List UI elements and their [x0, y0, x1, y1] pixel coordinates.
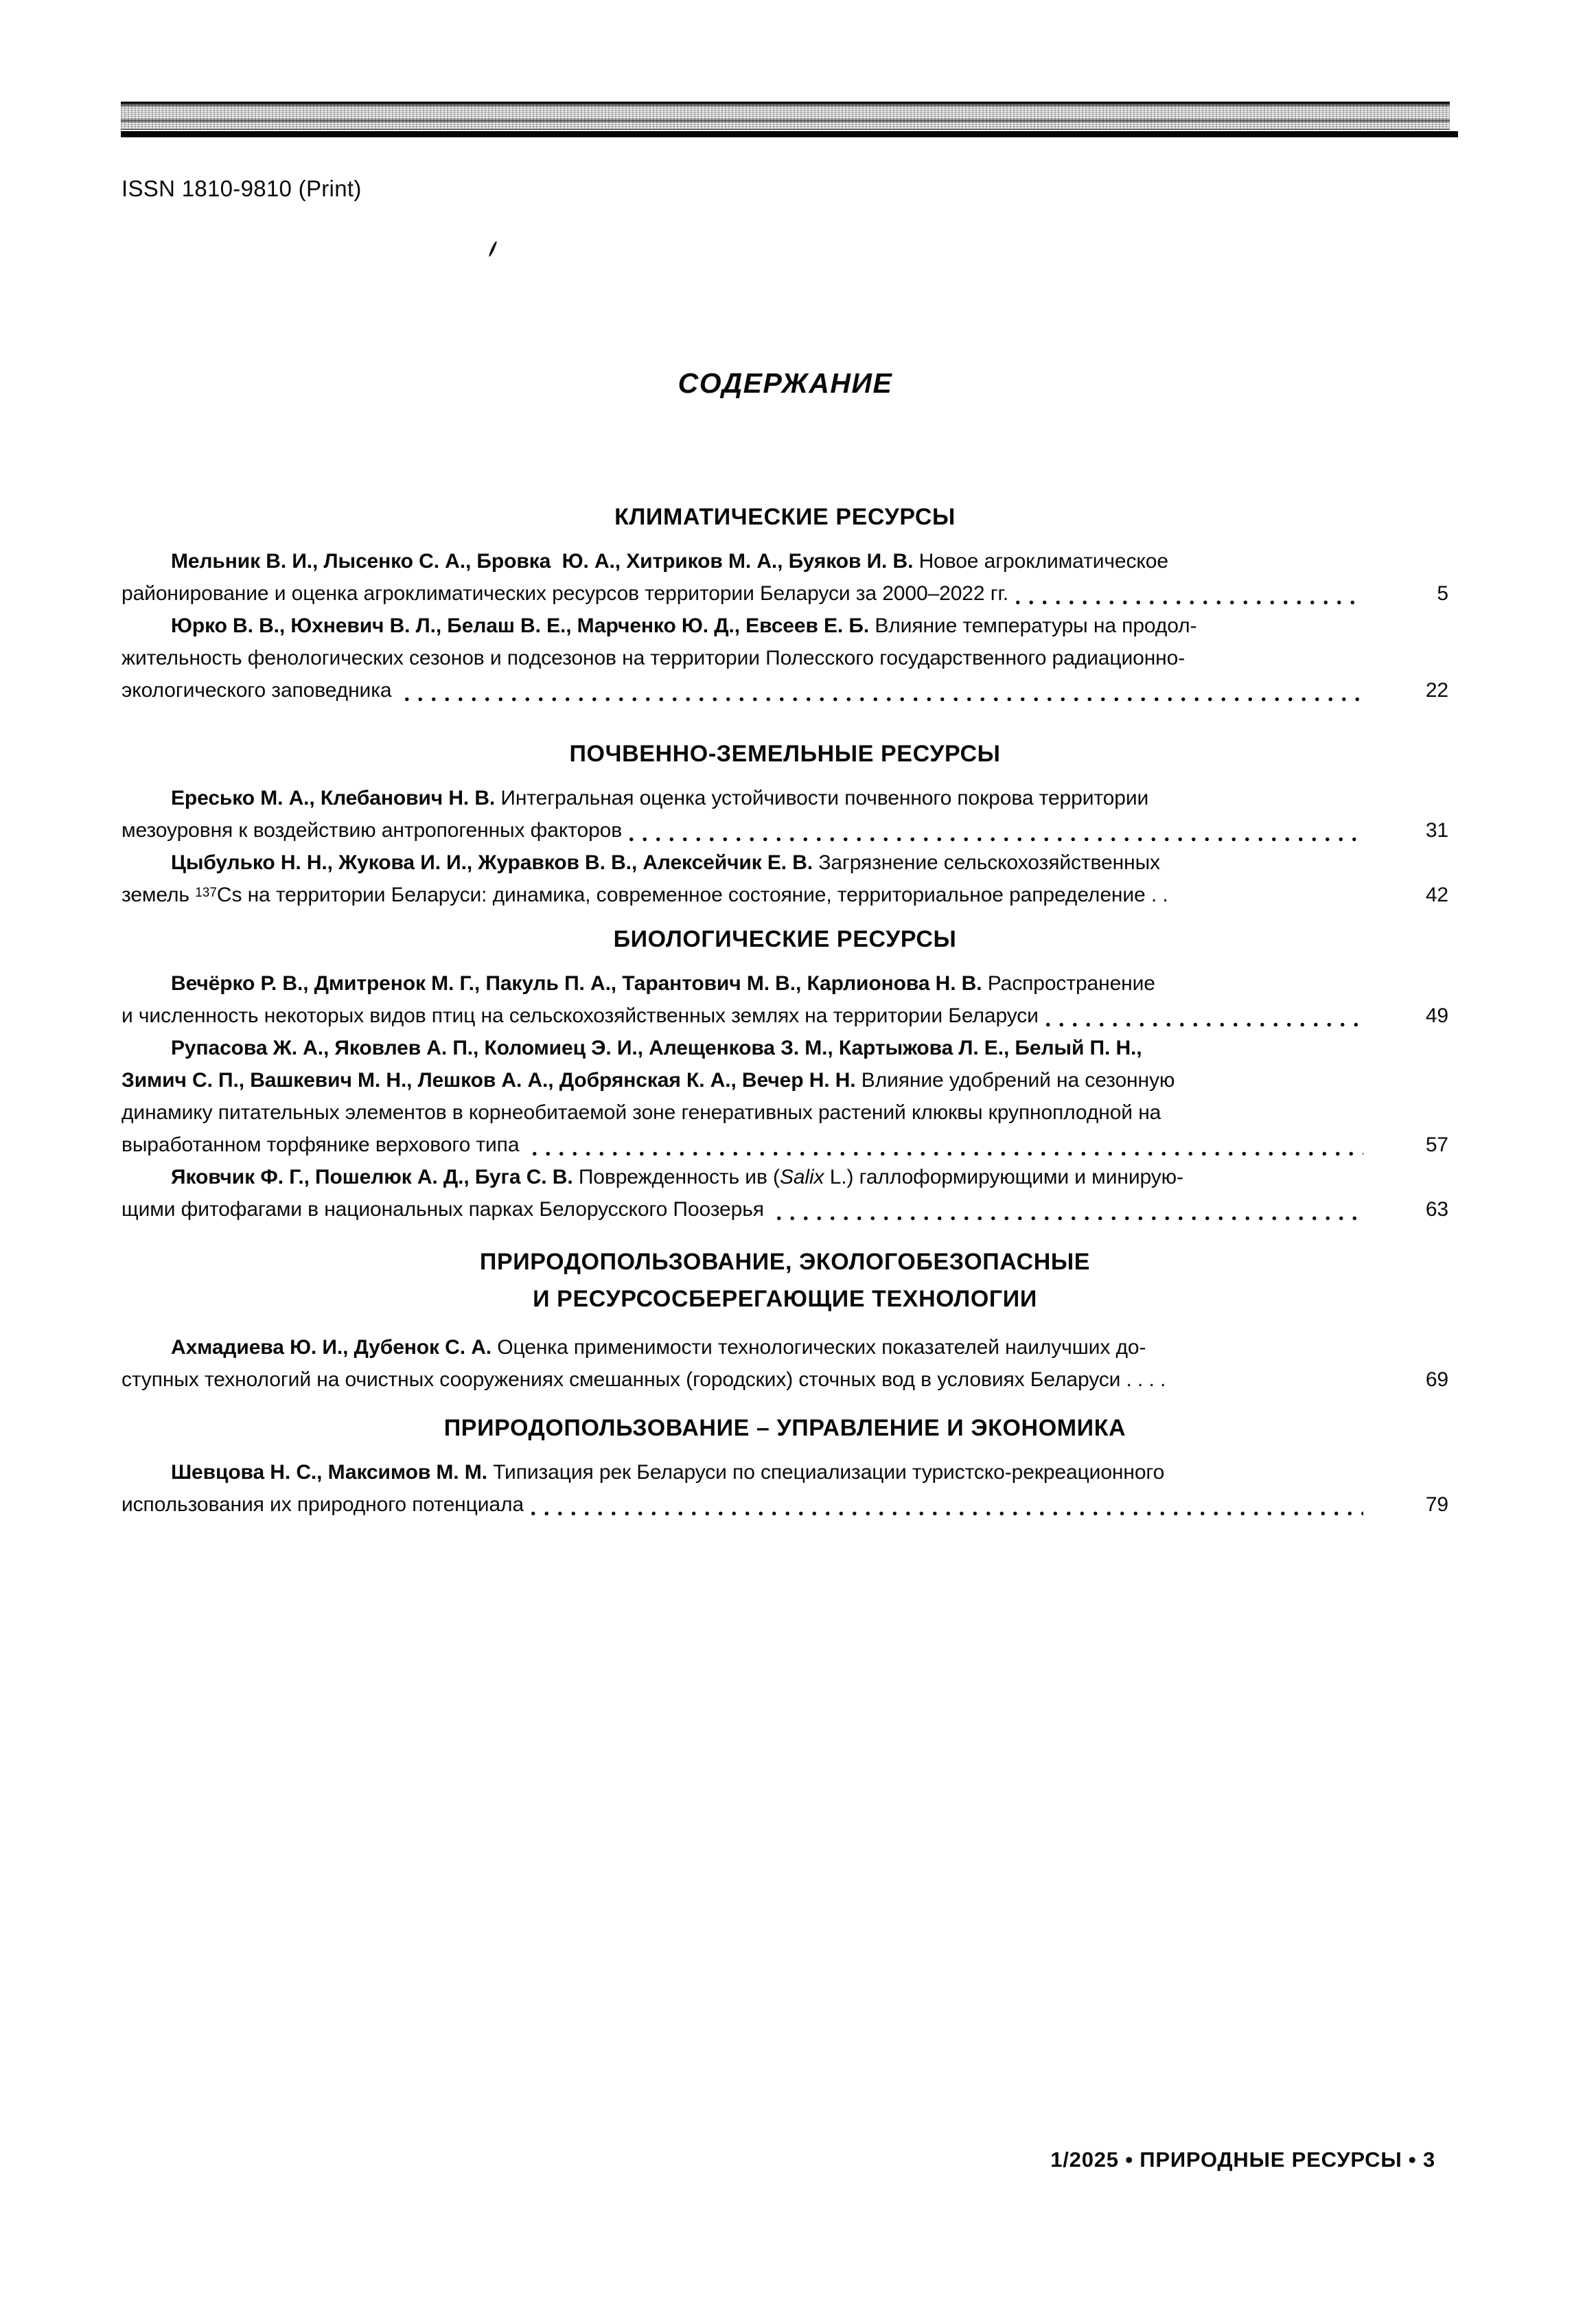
- entry-line: [122, 1363, 1448, 1396]
- entry-line: [122, 814, 1448, 847]
- entry-title-text: 137: [195, 886, 217, 900]
- dot-leader: [625, 814, 1363, 847]
- entry-title-text: Поврежденность ив (: [573, 1166, 780, 1188]
- entry-page-number: 69: [1425, 1368, 1448, 1391]
- entry-line-text: [122, 1456, 1164, 1488]
- entry-line-text: [122, 610, 1196, 642]
- dot-leader: [528, 1129, 1363, 1161]
- entry-title-text: экологического заповедника: [122, 679, 397, 702]
- entry-line-text: [122, 814, 622, 847]
- entry-page-number: 31: [1425, 819, 1448, 842]
- footer-journal-line: 1/2025 • ПРИРОДНЫЕ РЕСУРСЫ • 3: [1050, 2148, 1435, 2172]
- entry-line: [122, 879, 1448, 911]
- entry-title-text: районирование и оценка агроклиматических ресурсов территории Беларуси за 2000–2022 гг.: [122, 582, 1008, 605]
- entry-line-text: [122, 1064, 1175, 1096]
- entry-line: [122, 674, 1448, 706]
- entry-line-text: [122, 1129, 525, 1161]
- entry-title-text: жительность фенологических сезонов и подсезонов на территории Полесского государственного радиационно-: [122, 647, 1186, 669]
- dot-leader: [527, 1488, 1363, 1521]
- entry-page-number: 42: [1425, 884, 1448, 906]
- toc-entry: [122, 847, 1448, 911]
- toc-entry: [122, 1456, 1448, 1521]
- entry-title-text: динамику питательных элементов в корнеобитаемой зоне генеративных растений клюквы крупноплодной на: [122, 1101, 1161, 1124]
- section-heading-line: И РЕСУРСОСБЕРЕГАЮЩИЕ ТЕХНОЛОГИИ: [533, 1286, 1037, 1312]
- entry-title-text: Влияние температуры на продол-: [869, 614, 1197, 637]
- entry-line: [122, 610, 1448, 642]
- entry-title-text: Типизация рек Беларуси по специализации туристско-рекреационного: [487, 1461, 1165, 1484]
- entry-line: [122, 577, 1448, 610]
- entry-line-text: [122, 1193, 770, 1225]
- toc-entry: [122, 1161, 1448, 1225]
- toc-entry: [122, 1331, 1448, 1396]
- entry-line-text: [122, 1488, 524, 1521]
- entry-page-number: 79: [1425, 1493, 1448, 1516]
- section-heading: [122, 503, 1448, 531]
- entry-line: [122, 1064, 1448, 1096]
- entry-line-text: [122, 545, 1168, 577]
- entry-authors: Мельник В. И., Лысенко С. А., Бровка Ю. А., Хитриков М. А., Буяков И. В.: [171, 550, 914, 573]
- entry-title-text: мезоуровня к воздействию антропогенных факторов: [122, 819, 623, 842]
- entry-line-text: [122, 1363, 1166, 1396]
- section-heading: [122, 925, 1448, 954]
- entry-line-text: [122, 1000, 1039, 1032]
- entry-line-text: [122, 1032, 1142, 1064]
- entry-title-text: Распространение: [982, 972, 1155, 995]
- entry-authors: Юрко В. В., Юхневич В. Л., Белаш В. Е., Марченко Ю. Д., Евсеев Е. Б.: [171, 614, 870, 637]
- entry-title-text: и численность некоторых видов птиц на сельскохозяйственных землях на территории Беларуси: [122, 1004, 1039, 1027]
- entry-title-text: Новое агроклиматическое: [913, 550, 1168, 573]
- entry-line: [122, 847, 1448, 879]
- entry-authors: Зимич С. П., Вашкевич М. Н., Лешков А. А., Добрянская К. А., Вечер Н. Н.: [122, 1069, 856, 1092]
- entry-line: [122, 1193, 1448, 1225]
- section-heading-line: КЛИМАТИЧЕСКИЕ РЕСУРСЫ: [614, 504, 956, 530]
- entry-line: [122, 1129, 1448, 1161]
- entry-authors: Ересько М. А., Клебанович Н. В.: [171, 787, 496, 809]
- entry-page-number: 5: [1437, 582, 1448, 605]
- entry-line-text: [122, 967, 1155, 1000]
- issn-label: ISSN 1810-9810 (Print): [122, 176, 362, 201]
- dot-leader: [772, 1193, 1363, 1225]
- entry-title-text: Загрязнение сельскохозяйственных: [813, 851, 1160, 874]
- entry-title-text: Оценка применимости технологических показателей наилучших до-: [491, 1336, 1146, 1359]
- entry-line: [122, 782, 1448, 814]
- top-decorative-rule: [121, 102, 1450, 130]
- entry-line-text: [122, 782, 1148, 814]
- section-heading-line: ПРИРОДОПОЛЬЗОВАНИЕ, ЭКОЛОГОБЕЗОПАСНЫЕ: [479, 1249, 1091, 1275]
- entry-line-text: [122, 642, 1185, 674]
- toc-entry: [122, 782, 1448, 847]
- toc-entry: [122, 545, 1448, 610]
- entry-line-text: [122, 1161, 1183, 1193]
- section-heading: [122, 1414, 1448, 1442]
- entry-line: [122, 967, 1448, 1000]
- entry-title-text: Cs на территории Беларуси: динамика, современное состояние, территориальное рапределение . .: [216, 884, 1168, 906]
- entry-line: [122, 1161, 1448, 1193]
- section-heading-line: ПРИРОДОПОЛЬЗОВАНИЕ – УПРАВЛЕНИЕ И ЭКОНОМИКА: [443, 1415, 1126, 1441]
- entry-page-number: 57: [1425, 1134, 1448, 1156]
- entry-authors: Цыбулько Н. Н., Жукова И. И., Журавков В. В., Алексейчик Е. В.: [171, 851, 813, 874]
- entry-line: [122, 1032, 1448, 1064]
- toc-entry: [122, 1032, 1448, 1161]
- entry-title-text: щими фитофагами в национальных парках Белорусского Поозерья: [122, 1198, 770, 1221]
- entry-line-text: [122, 1096, 1161, 1129]
- leader-gap: [1168, 879, 1372, 911]
- toc-body: [122, 503, 1448, 1521]
- entry-line-text: [122, 577, 1008, 610]
- entry-page-number: 22: [1425, 679, 1448, 702]
- entry-line: [122, 1000, 1448, 1032]
- section-heading-line: ПОЧВЕННО-ЗЕМЕЛЬНЫЕ РЕСУРСЫ: [569, 741, 1001, 767]
- entry-title-text: выработанном торфянике верхового типа: [122, 1134, 525, 1156]
- toc-entry: [122, 610, 1448, 706]
- dot-leader: [1041, 1000, 1363, 1032]
- entry-line: [122, 1096, 1448, 1129]
- entry-line: [122, 545, 1448, 577]
- section-heading-line: БИОЛОГИЧЕСКИЕ РЕСУРСЫ: [613, 926, 957, 952]
- dot-leader: [1011, 577, 1363, 610]
- entry-line: [122, 1331, 1448, 1363]
- entry-line: [122, 1456, 1448, 1488]
- toc-entry: [122, 967, 1448, 1032]
- entry-authors: Вечёрко Р. В., Дмитренок М. Г., Пакуль П. А., Тарантович М. В., Карлионова Н. В.: [171, 972, 982, 995]
- scan-artifact-mark: [488, 240, 498, 257]
- section-heading: [122, 739, 1448, 768]
- entry-title-text: ступных технологий на очистных сооружениях смешанных (городских) сточных вод в условиях Беларуси . . . .: [122, 1368, 1166, 1391]
- entry-line-text: [122, 674, 397, 706]
- entry-line-text: [122, 879, 1168, 911]
- entry-line-text: [122, 1331, 1146, 1363]
- entry-line-text: [122, 847, 1160, 879]
- entry-page-number: 49: [1425, 1004, 1448, 1027]
- entry-authors: Шевцова Н. С., Максимов М. М.: [171, 1461, 487, 1484]
- entry-page-number: 63: [1425, 1198, 1448, 1221]
- toc-title: СОДЕРЖАНИЕ: [678, 367, 893, 399]
- entry-title-text: L.) галлоформирующими и минирую-: [824, 1166, 1183, 1188]
- entry-authors: Рупасова Ж. А., Яковлев А. П., Коломиец Э. И., Алещенкова З. М., Картыжова Л. Е., Белый П. Н.,: [171, 1037, 1142, 1059]
- entry-authors: Ахмадиева Ю. И., Дубенок С. А.: [171, 1336, 492, 1359]
- entry-title-text: Интегральная оценка устойчивости почвенного покрова территории: [495, 787, 1149, 809]
- entry-title-text: Влияние удобрений на сезонную: [855, 1069, 1175, 1092]
- entry-title-text: земель: [122, 884, 196, 906]
- entry-authors: Яковчик Ф. Г., Пошелюк А. Д., Буга С. В.: [171, 1166, 573, 1188]
- entry-title-text: использования их природного потенциала: [122, 1493, 524, 1516]
- dot-leader: [400, 674, 1363, 706]
- entry-line: [122, 1488, 1448, 1521]
- section-heading: [122, 1243, 1448, 1317]
- leader-gap: [1166, 1363, 1372, 1396]
- entry-title-text: Salix: [779, 1166, 824, 1188]
- entry-line: [122, 642, 1448, 674]
- top-rule-line: [121, 131, 1458, 137]
